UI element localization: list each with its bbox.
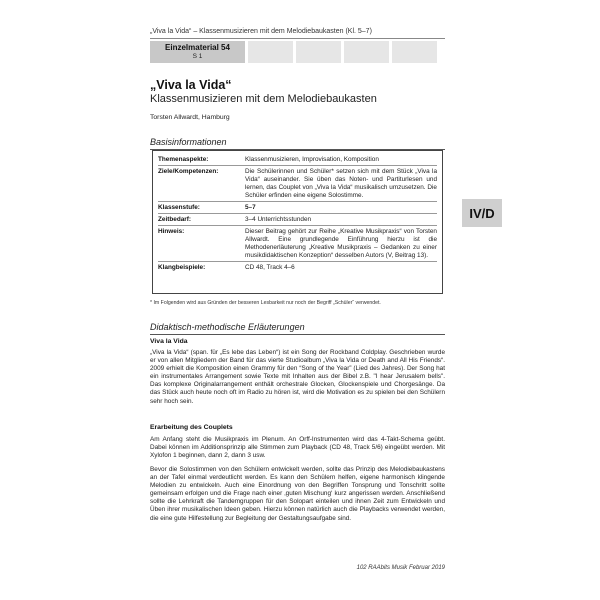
chapter-side-tab: IV/D [462,199,502,227]
header-rule [150,38,445,39]
empty-tab [248,41,293,63]
didaktik-rule [150,334,445,335]
footnote: * Im Folgenden wird aus Gründen der besseren Lesbarkeit nur noch der Begriff „Schüler“ verwendet. [150,300,381,306]
material-tab-title: Einzelmaterial 54 [165,43,230,52]
couplet-heading: Erarbeitung des Couplets [150,424,233,431]
viva-paragraph: „Viva la Vida“ (span. für „Es lebe das Leben“) ist ein Song der Rockband Coldplay. Geschrieben wurde er von allen Mitgliedern der Band für das vierte Studioalbum „Viva la Vida or Death and All His Friends“. 2009 erhielt die Komposition einen Grammy für den “Song of the Year” (Lied des Jahres). Der Song hat ein instrumentales Arrangement sowie Texte mit Inhalten aus der Bibel z.B. "I hear Jerusalem bells". Das komplexe Originalarrangement enthält orchestrale Glocken, Glockenspiele und Chorgesänge. Da das Stück auch heute noch oft im Radio zu hören ist, wird die Motivation es zu spielen bei den Schülern sehr hoch sein. [150,349,445,405]
page-footer: 102 RAAbits Musik Februar 2019 [356,565,445,571]
material-tab-page: S 1 [192,53,203,60]
info-row-zeitbedarf: Zeitbedarf: 3–4 Unterrichtsstunden [158,214,437,226]
article-title: „Viva la Vida“ [150,78,232,92]
info-row-klangbeispiele: Klangbeispiele: CD 48, Track 4–6 [158,263,295,271]
couplet-paragraph-1: Am Anfang steht die Musikpraxis im Plenum. An Orff-Instrumenten wird das 4-Takt-Schema geübt. Dabei können im Additionsprinzip alle Stimmen zum Playback (CD 48, Track 5/6) eingeübt werden. Mit Xylofon 1 beginnen, dann 2, dann 3 usw. [150,436,445,460]
info-row-ziele: Ziele/Kompetenzen: Die Schülerinnen und Schüler* setzen sich mit dem Stück „Viva la Vida“ auseinander. Sie üben das Noten- und Partiturlesen und lernen, das Couplet von „Viva la Vida“ musikalisch umzusetzen. Die Schüler erfinden eine eigene Solostimme. [158,166,437,202]
material-tabbar [150,41,437,63]
empty-tab [344,41,389,63]
material-tab [150,41,245,63]
couplet-paragraph-2: Bevor die Solostimmen von den Schülern entwickelt werden, sollte das Prinzip des Melodiebaukastens an der Tafel einmal verdeutlicht werden. Es kann den Schülern helfen, eigene harmonisch klingende Melodien zu entwickeln. Auch eine Einordnung von den Begriffen Tonsprung und Tonschritt sollte gemeinsam erfolgen und die Frage nach einer ‚guten Mischung‘ kurz angerissen werden. Anschließend sollte die Lehrkraft die Tandemgruppen für den Solopart einteilen und ihnen Zeit zum Entwickeln und Üben ihrer musikalischen Ideen geben. Hierzu können natürlich auch die Playbacks verwendet werden, die eine gute Hilfestellung zur Begleitung der Gestaltungsaufgabe sind. [150,466,445,522]
article-subtitle: Klassenmusizieren mit dem Melodiebaukasten [150,93,377,105]
running-header: „Viva la Vida“ – Klassenmusizieren mit dem Melodiebaukasten (Kl. 5–7) [150,28,372,35]
empty-tab [392,41,437,63]
basis-info-box [152,150,443,294]
info-row-hinweis: Hinweis: Dieser Beitrag gehört zur Reihe „Kreative Musikpraxis“ von Torsten Allwardt. Eine grundlegende Einführung hierzu ist die Methodenerläuterung „Kreative Musikpraxis – Gedanken zu einer musikdidaktischen Konzeption“ desselben Autors (V, Beitrag 13). [158,226,437,262]
didaktik-heading: Didaktisch-methodische Erläuterungen [150,322,305,332]
info-row-themen: Themenaspekte: Klassenmusizieren, Improvisation, Komposition [158,154,437,166]
article-author: Torsten Allwardt, Hamburg [150,114,230,121]
viva-heading: Viva la Vida [150,338,188,345]
info-row-klassenstufe: Klassenstufe: 5–7 [158,202,437,214]
basis-heading: Basisinformationen [150,137,227,147]
empty-tab [296,41,341,63]
